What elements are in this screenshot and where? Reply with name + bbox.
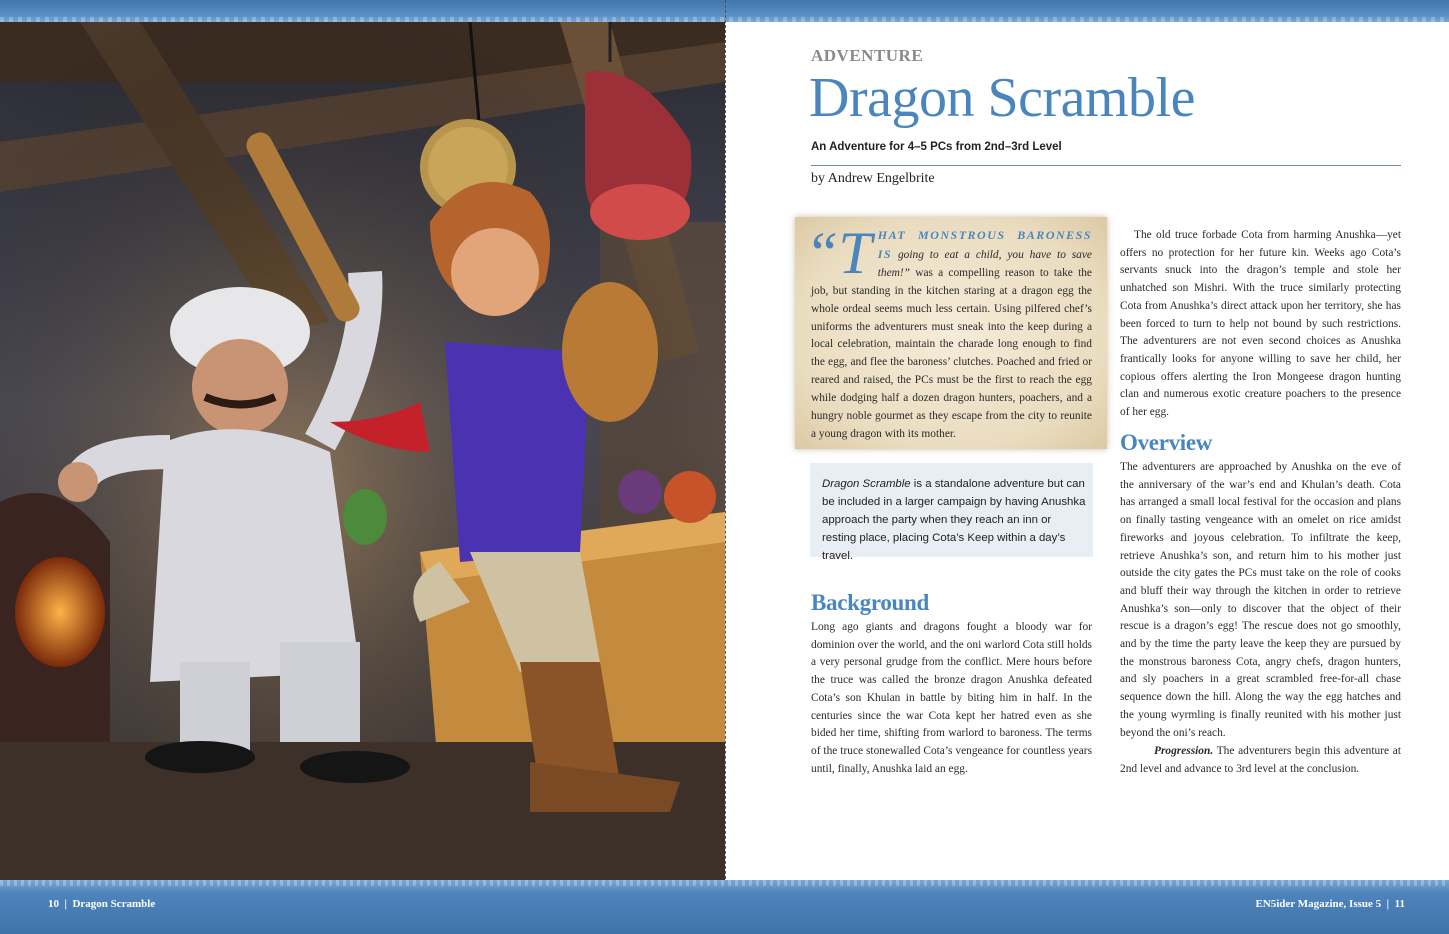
background-heading: Background xyxy=(811,590,930,615)
subtitle: An Adventure for 4–5 PCs from 2nd–3rd Level xyxy=(811,141,1062,153)
intro-text xyxy=(805,220,1092,444)
drop-cap: “T xyxy=(805,220,872,286)
bottom-border-band xyxy=(0,880,1449,934)
byline: by Andrew Engelbrite xyxy=(811,171,935,186)
page-spine xyxy=(725,0,726,934)
sidebar-body: is a standalone adventure but can be included in a larger campaign by having Anushka approach the party when they reach an inn or resting place, placing Cota’s Keep within a day’s travel. xyxy=(822,478,1086,562)
left-page-number: 10 xyxy=(48,898,59,910)
background-text: Long ago giants and dragons fought a bloody war for dominion over the world, and the oni warlord Cota still holds a very personal grudge from the conflict. Mere hours before the truce was called the bronze dragon Anushka defeated Cota’s son Khulan in battle by biting him in half. In the centuries since the war Cota kept her hatred even as she bided her time, shifting from warlord to baroness. The terms of the truce stonewalled Cota’s vengeance for countless years until, finally, Anushka laid an egg. xyxy=(811,621,1092,775)
intro-body: was a compelling reason to take the job, but standing in the kitchen staring at a dragon egg the whole ordeal seems much less certain. Using pilfered chef’s uniforms the adventurers must sneak into the keep during a local celebration, maintain the charade long enough to find the egg, and flee the baroness’ clutches. Poached and fried or reared and raised, the PCs must be the first to reach the egg while dodging half a dozen dragon hunters, poachers, and a hungry noble gourmet as they escape from the city to reunite a young dragon with its mother. xyxy=(811,266,1092,440)
column2-intro-text: The old truce forbade Cota from harming Anushka—yet offers no protection for her future kin. Weeks ago Cota’s servants snuck into the dragon’s temple and stole her unhatched son Mishri. With the truce similarly protecting Cota from Anushka’s direct attack upon her territory, she has been forced to turn to help not bound by such restrictions. The adventurers are not even second choices as Anushka frantically looks for anyone willing to save her child, her copious offers alerting the Iron Mongeese dragon hunting clan and numerous exotic creature poachers to the presence of her egg. xyxy=(1120,229,1401,419)
right-page-number: 11 xyxy=(1394,898,1405,910)
sidebar-text xyxy=(822,475,1086,565)
right-footer-title: EN5ider Magazine, Issue 5 xyxy=(1255,898,1382,910)
section-kicker: ADVENTURE xyxy=(811,46,924,65)
progression-label: Progression. xyxy=(1154,745,1214,757)
left-running-title: Dragon Scramble xyxy=(72,898,156,910)
footer-left: 10 | Dragon Scramble xyxy=(48,898,156,910)
overview-heading: Overview xyxy=(1120,430,1213,455)
title-rule xyxy=(811,165,1401,166)
progression-text: The adventurers begin this adventure at 2nd level and advance to 3rd level at the conclusion. xyxy=(1120,745,1401,775)
page-title: Dragon Scramble xyxy=(809,67,1195,129)
footer-right: EN5ider Magazine, Issue 5 | 11 xyxy=(1255,898,1405,910)
sidebar-italic-title: Dragon Scramble xyxy=(822,478,911,490)
illustration-chef-chasing-thief-with-dragon-egg xyxy=(0,22,725,880)
intro-quote: going to eat a child, you have to save them!” xyxy=(877,248,1092,279)
intro-lead-caps: HAT MONSTROUS BARONESS IS xyxy=(877,228,1092,261)
progression-paragraph xyxy=(1120,743,1401,778)
overview-text: The adventurers are approached by Anushka on the eve of the anniversary of the war’s end and Khulan’s death. Cota has arranged a small local festival for the occasion and plans on finally tasting vengeance with an omelet on rice amidst fireworks and joyous celebration. To infiltrate the keep, retrieve Anushka’s son, and return him to his mother just outside the city gates the PCs must take on the role of cooks and bluff their way through the kitchen in order to retrieve Anushka’s son—only to discover that the object of their rescue is a dragon’s egg! The rescue does not go smoothly, and by the time the party leave the keep they are pursued by the monstrous baroness Cota, angry chefs, dragon hunters, and sly poachers in a great scrambled free-for-all chase sequence down the hill. Along the way the egg hatches and the young wyrmling is finally reunited with his mother just beyond the oni’s reach. xyxy=(1120,461,1401,739)
